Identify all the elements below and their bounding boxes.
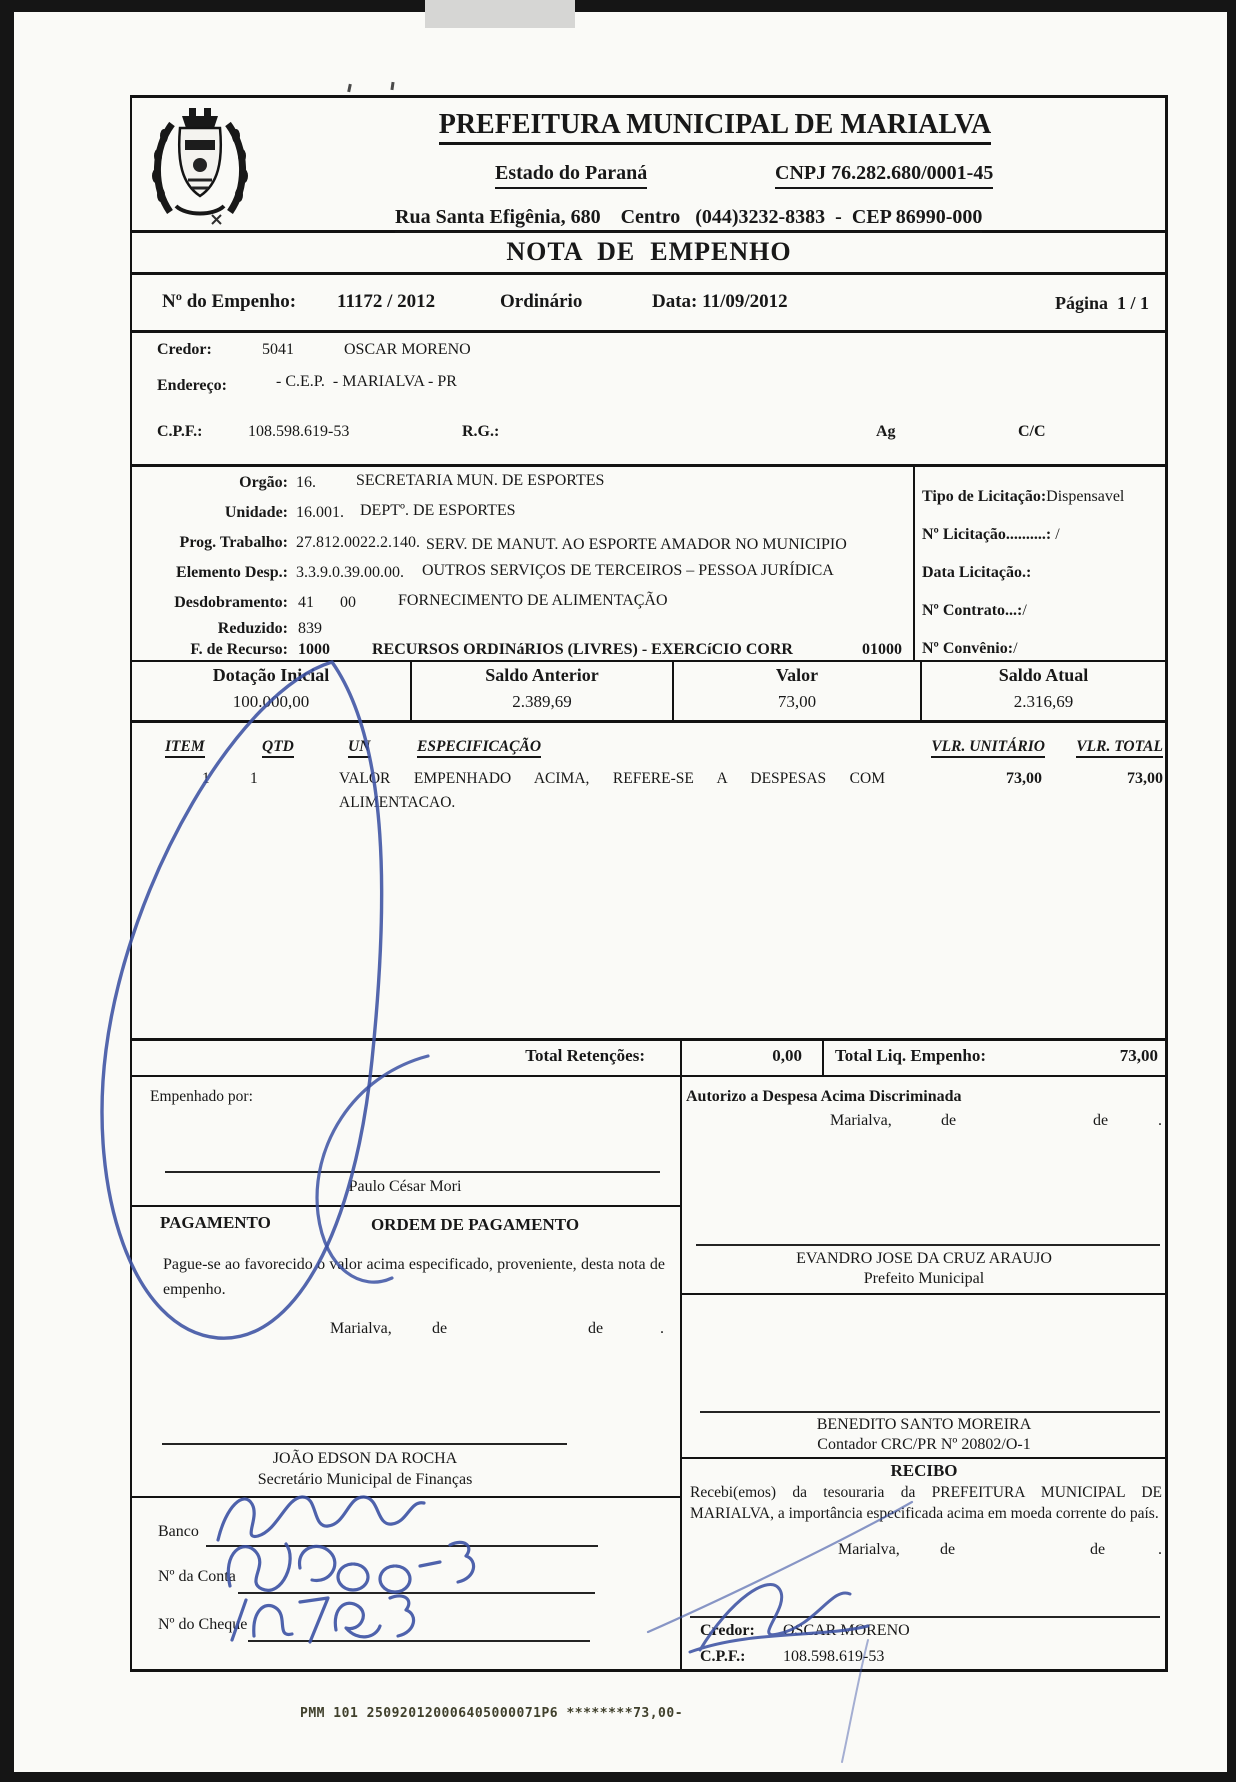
bidding-number: Nº Licitação..........: /: [922, 526, 1060, 543]
agency-label: Ag: [876, 423, 896, 440]
reduced-code: 839: [298, 620, 322, 637]
signature-line: [165, 1171, 660, 1173]
authorize-de1: de: [941, 1112, 957, 1129]
item-total-value: 73,00: [1127, 770, 1163, 787]
spec-col-header: ESPECIFICAÇÃO: [417, 738, 541, 756]
signature-line: [700, 1411, 1160, 1413]
creditor-address-label: Endereço:: [157, 377, 227, 394]
unit-col-header: UN: [348, 738, 370, 756]
org-code: 16.: [296, 474, 316, 491]
finance-secretary-role: Secretário Municipal de Finanças: [257, 1471, 473, 1488]
municipal-coat-of-arms: [146, 102, 254, 226]
scan-artifact: [425, 0, 575, 28]
rule-line: [680, 1457, 1168, 1459]
item-qty: 1: [250, 770, 258, 787]
empenho-number-label: Nº do Empenho:: [162, 291, 297, 312]
previous-balance-header: Saldo Anterior: [485, 665, 599, 685]
rule-line: [130, 464, 1168, 467]
creditor-name: OSCAR MORENO: [344, 341, 471, 358]
funding-source-code: 1000: [298, 641, 330, 658]
machine-validation-line: PMM 101 250920120006405000071P6 ********73,00-: [300, 1706, 684, 1721]
rule-line: [680, 1075, 682, 1670]
bank-label: Banco: [158, 1523, 199, 1540]
value-header: Valor: [775, 665, 819, 685]
expense-element-code: 3.3.9.0.39.00.00.: [296, 564, 404, 581]
rule-line: [130, 1496, 680, 1498]
header-cnpj: CNPJ 76.282.680/0001-45: [775, 162, 993, 189]
empenho-date: Data: 11/09/2012: [652, 291, 788, 312]
initial-allocation-value: 100.000,00: [232, 692, 310, 711]
expense-element-label: Elemento Desp.:: [176, 564, 288, 581]
receipt-city: Marialva,: [838, 1541, 900, 1558]
breakdown-label: Desdobramento:: [174, 594, 288, 611]
initial-allocation-header: Dotação Inicial: [212, 665, 330, 685]
retentions-value: 0,00: [772, 1046, 802, 1065]
value-amount: 73,00: [777, 692, 817, 711]
previous-balance-value: 2.389,69: [512, 692, 572, 711]
header-title-text: PREFEITURA MUNICIPAL DE MARIALVA: [439, 109, 992, 145]
current-balance-header: Saldo Atual: [998, 665, 1089, 685]
rule-line: [130, 1038, 1168, 1041]
cpf-value: 108.598.619-53: [248, 423, 350, 440]
item-unit-value: 73,00: [1006, 770, 1042, 787]
mayor-role: Prefeito Municipal: [863, 1270, 985, 1287]
cheque-number-label: Nº do Cheque: [158, 1616, 248, 1633]
rule-line: [130, 1205, 680, 1207]
breakdown-desc: FORNECIMENTO DE ALIMENTAÇÃO: [398, 592, 668, 609]
cheque-fill-line: [248, 1640, 590, 1642]
receipt-text: Recebi(emos) da tesouraria da PREFEITURA MUNICIPAL DE MARIALVA, a importância especificada acima em moeda corrente do país.: [690, 1484, 1162, 1522]
account-fill-line: [238, 1592, 595, 1594]
rule-line: [680, 1293, 1168, 1295]
qty-col-header: QTD: [262, 738, 294, 756]
accountant-name: BENEDITO SANTO MOREIRA: [816, 1416, 1032, 1433]
payment-de2: de: [588, 1320, 604, 1337]
payment-city: Marialva,: [330, 1320, 392, 1337]
expense-element-desc: OUTROS SERVIÇOS DE TERCEIROS – PESSOA JURÍDICA: [422, 562, 834, 579]
creditor-address: - C.E.P. - MARIALVA - PR: [276, 373, 457, 390]
breakdown-code: 41: [298, 594, 314, 611]
rule-line: [130, 720, 1168, 723]
signature-line: [162, 1443, 567, 1445]
receipt-dot: .: [1158, 1541, 1162, 1558]
authorize-city: Marialva,: [830, 1112, 892, 1129]
breakdown-subcode: 00: [340, 594, 356, 611]
creditor-label: Credor:: [157, 341, 212, 358]
rule-line: [130, 1075, 1168, 1077]
rule-line: [130, 272, 1168, 275]
item-spec-line2: ALIMENTACAO.: [339, 794, 456, 811]
doc-title: NOTA DE EMPENHO: [506, 237, 792, 266]
rg-label: R.G.:: [462, 423, 500, 440]
signature-line: [696, 1244, 1160, 1246]
page-indicator: Página 1 / 1: [1055, 293, 1150, 313]
work-program-desc: SERV. DE MANUT. AO ESPORTE AMADOR NO MUNICIPIO: [426, 536, 847, 553]
payment-dot: .: [660, 1320, 664, 1337]
current-balance-value: 2.316,69: [1013, 692, 1074, 711]
contract-number: Nº Contrato...:/: [922, 602, 1027, 619]
rule-line: [130, 660, 1168, 662]
committed-by-label: Empenhado por:: [150, 1088, 253, 1105]
agreement-number: Nº Convênio:/: [922, 640, 1018, 657]
empenho-type: Ordinário: [500, 291, 583, 312]
receipt-title: RECIBO: [890, 1461, 958, 1480]
unit-value-col-header: VLR. UNITÁRIO: [905, 738, 1045, 756]
funding-source-desc: RECURSOS ORDINáRIOS (LIVRES) - EXERCíCIO CORR: [372, 641, 793, 658]
org-desc: SECRETARIA MUN. DE ESPORTES: [356, 472, 605, 489]
item-col-header: ITEM: [165, 738, 205, 756]
payment-order-title: ORDEM DE PAGAMENTO: [370, 1215, 580, 1234]
form-border-bottom: [130, 1669, 1168, 1672]
rule-line: [913, 464, 915, 662]
receipt-creditor-label: Credor:: [700, 1622, 755, 1639]
retentions-label: Total Retenções:: [525, 1046, 645, 1065]
net-commitment-label: Total Liq. Empenho:: [835, 1046, 986, 1065]
authorize-expense-title: Autorizo a Despesa Acima Discriminada: [686, 1088, 962, 1105]
net-commitment-value: 73,00: [1119, 1046, 1158, 1065]
rule-line: [130, 330, 1168, 333]
rule-line: [822, 1038, 824, 1077]
unit-code: 16.001.: [296, 504, 344, 521]
committed-by-signer: Paulo César Mori: [348, 1178, 462, 1195]
account-number-label: Nº da Conta: [158, 1568, 236, 1585]
header-state: Estado do Paraná: [495, 162, 647, 189]
account-label: C/C: [1018, 423, 1046, 440]
finance-secretary-name: JOÃO EDSON DA ROCHA: [272, 1450, 458, 1467]
form-border-top: [130, 95, 1168, 98]
receipt-de2: de: [1090, 1541, 1106, 1558]
payment-order-text: Pague-se ao favorecido o valor acima especificado, proveniente, desta nota de empenho.: [163, 1256, 665, 1298]
receipt-de1: de: [940, 1541, 956, 1558]
receipt-cpf-label: C.P.F.:: [700, 1648, 746, 1665]
total-value-col-header: VLR. TOTAL: [1050, 738, 1163, 756]
payment-section-title: PAGAMENTO: [160, 1213, 271, 1232]
bidding-type: Tipo de Licitação:Dispensavel: [922, 488, 1125, 505]
receipt-signature-line: [690, 1616, 1160, 1618]
item-number: 1: [202, 770, 210, 787]
receipt-creditor-name: OSCAR MORENO: [783, 1622, 910, 1639]
reduced-label: Reduzido:: [217, 620, 288, 637]
rule-line: [680, 1038, 682, 1077]
funding-source-label: F. de Recurso:: [190, 641, 288, 658]
empenho-number: 11172 / 2012: [337, 291, 436, 312]
authorize-de2: de: [1093, 1112, 1109, 1129]
bank-fill-line: [206, 1545, 598, 1547]
header-title: [270, 108, 1160, 141]
header-address: Rua Santa Efigênia, 680 Centro (044)3232-8383 - CEP 86990-000: [395, 206, 982, 233]
accountant-role: Contador CRC/PR Nº 20802/O-1: [817, 1436, 1031, 1453]
item-spec-line1: VALOR EMPENHADO ACIMA, REFERE-SE A DESPESAS COM: [339, 770, 885, 787]
unit-desc: DEPTº. DE ESPORTES: [360, 502, 516, 519]
cpf-label: C.P.F.:: [157, 423, 203, 440]
receipt-cpf-value: 108.598.619-53: [783, 1648, 885, 1665]
work-program-code: 27.812.0022.2.140.: [296, 534, 420, 551]
bidding-date: Data Licitação.:: [922, 564, 1032, 581]
mayor-name: EVANDRO JOSE DA CRUZ ARAUJO: [796, 1250, 1052, 1267]
org-label: Orgão:: [239, 474, 288, 491]
creditor-code: 5041: [262, 341, 294, 358]
funding-source-extra: 01000: [862, 641, 902, 658]
payment-de1: de: [432, 1320, 448, 1337]
work-program-label: Prog. Trabalho:: [179, 534, 288, 551]
unit-label: Unidade:: [224, 504, 288, 521]
authorize-dot: .: [1158, 1112, 1162, 1129]
